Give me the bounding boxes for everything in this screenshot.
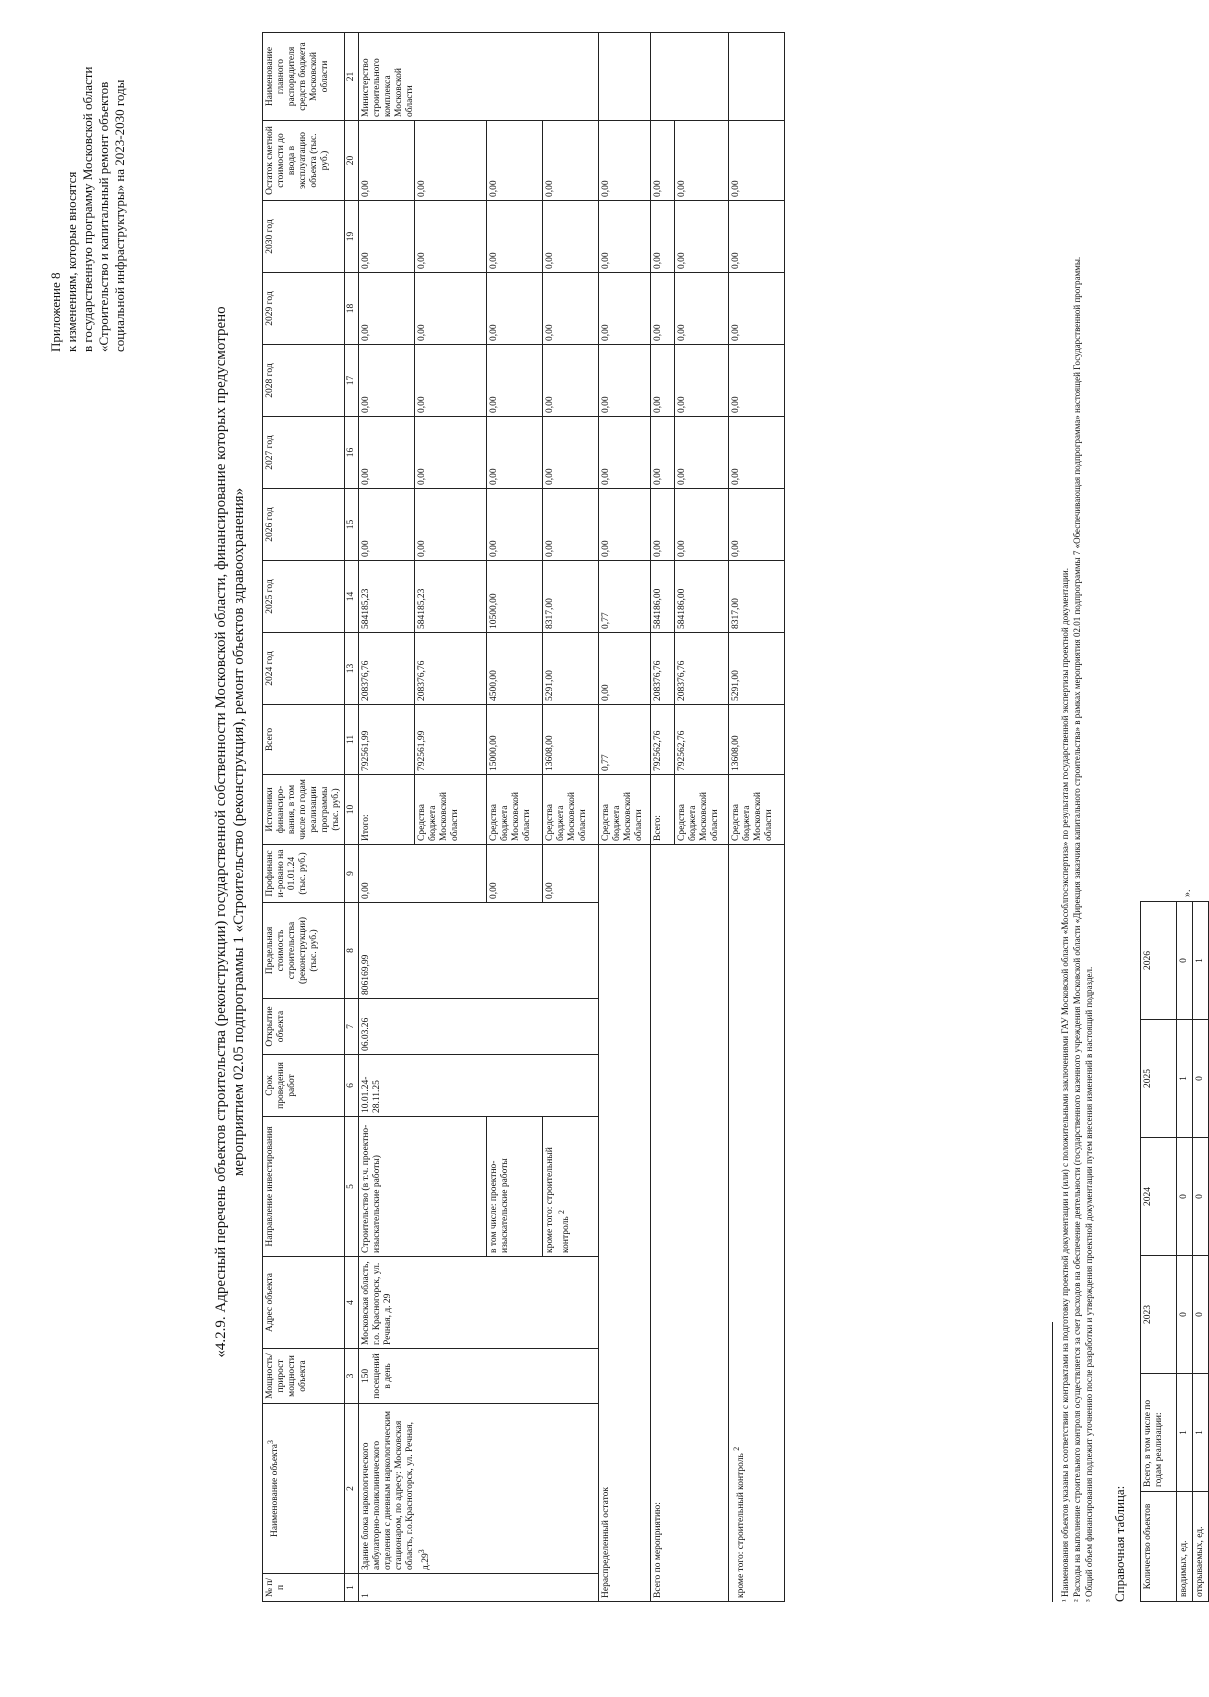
year-2025-cell: 584185,23: [359, 561, 415, 633]
object-limit-cost: 806169,99: [359, 903, 599, 999]
year-2029-cell: 0,00: [487, 273, 543, 345]
year-2030-cell: 0,00: [543, 201, 599, 273]
object-financed: 0,00: [359, 845, 487, 903]
address-list-table: [262, 32, 785, 1602]
reference-row: [1193, 902, 1209, 1602]
header-2028: 2028 год: [263, 345, 345, 417]
header-total: Всего: [263, 705, 345, 775]
year-2024-cell: 208376,76: [359, 633, 415, 705]
colnum: 4: [345, 1257, 359, 1349]
ref-head-cell: 2025: [1141, 1020, 1177, 1138]
total-cell: 792561,99: [415, 705, 487, 775]
header-2024: 2024 год: [263, 633, 345, 705]
direction-construction: Строительство (в т.ч. проектно-изыскательские работы): [359, 1117, 487, 1257]
title-line-1: «4.2.9. Адресный перечень объектов строительства (реконструкции) государственной собственности Московской области, финансирование которых предусмотрено: [213, 306, 229, 1358]
table-row: [651, 33, 675, 1602]
colnum: 16: [345, 417, 359, 489]
ref-cell: 1: [1193, 1374, 1209, 1492]
year-2024-cell: 208376,76: [651, 633, 675, 705]
object-num: 1: [359, 1574, 599, 1602]
year-2028-cell: 0,00: [415, 345, 487, 417]
year-2027-cell: 0,00: [729, 417, 785, 489]
year-2027-cell: 0,00: [651, 417, 675, 489]
remaining-cell: 0,00: [415, 121, 487, 201]
year-2027-cell: 0,00: [543, 417, 599, 489]
appendix-header: [48, 32, 128, 352]
year-2026-cell: 0,00: [729, 489, 785, 561]
header-2027: 2027 год: [263, 417, 345, 489]
year-2027-cell: 0,00: [599, 417, 651, 489]
colnum: 5: [345, 1117, 359, 1257]
total-cell: 792562,76: [651, 705, 675, 775]
header-capacity: Мощность/ прирост мощности объекта: [263, 1349, 345, 1404]
source-cell: Средства бюджета Московской области: [543, 775, 599, 845]
year-2025-cell: 10500,00: [487, 561, 543, 633]
source-cell: Всего:: [651, 775, 675, 845]
appendix-line-4: «Строительство и капитальный ремонт объектов: [96, 81, 111, 352]
colnum: 18: [345, 273, 359, 345]
total-cell: 0,77: [599, 705, 651, 775]
colnum: 20: [345, 121, 359, 201]
footnote-divider: [1052, 1322, 1053, 1602]
colnum: 13: [345, 633, 359, 705]
header-name-sup: 3: [266, 1440, 275, 1444]
year-2024-cell: 208376,76: [675, 633, 729, 705]
remaining-cell: 0,00: [675, 121, 729, 201]
colnum: 15: [345, 489, 359, 561]
header-limit-cost: Предельная стоимость строительства (реконструкции) (тыс. руб.): [263, 903, 345, 999]
unallocated-label: Нераспределенный остаток: [599, 845, 651, 1602]
year-2025-cell: 0,77: [599, 561, 651, 633]
header-row: [263, 33, 345, 1602]
year-2030-cell: 0,00: [675, 201, 729, 273]
year-2027-cell: 0,00: [675, 417, 729, 489]
control-label-sup: 2: [732, 1446, 741, 1451]
header-period: Срок проведения работ: [263, 1055, 345, 1117]
year-2024-cell: 208376,76: [415, 633, 487, 705]
ref-cell: 0: [1193, 1256, 1209, 1374]
header-financed: Профинанси-ровано на 01.01.24 (тыс. руб.): [263, 845, 345, 903]
ref-cell: 0: [1177, 1256, 1193, 1374]
header-address: Адрес объекта: [263, 1257, 345, 1349]
total-cell: 15000,00: [487, 705, 543, 775]
year-2029-cell: 0,00: [359, 273, 415, 345]
year-2027-cell: 0,00: [415, 417, 487, 489]
year-2028-cell: 0,00: [651, 345, 675, 417]
year-2025-cell: 584185,23: [415, 561, 487, 633]
header-2025: 2025 год: [263, 561, 345, 633]
object-name: Здание блока наркологического амбулаторно-поликлинического отделения с дневным наркологическим стационаром, по адресу: Московская область, г.о.Красногорск, ул. Речная, $д.29^3$: [359, 1404, 599, 1574]
object-capacity: 150 посещений в день: [359, 1349, 599, 1404]
empty-cell: [599, 33, 651, 121]
header-2029: 2029 год: [263, 273, 345, 345]
year-2025-cell: 584186,00: [675, 561, 729, 633]
appendix-line-3: в государственную программу Московской области: [80, 66, 95, 352]
appendix-line-2: к изменениям, которые вносятся: [64, 171, 79, 352]
year-2029-cell: 0,00: [651, 273, 675, 345]
remaining-cell: 0,00: [359, 121, 415, 201]
header-remaining: Остаток сметной стоимости до ввода в эксплуатацию объекта (тыс. руб.): [263, 121, 345, 201]
source-cell: Средства бюджета Московской области: [675, 775, 729, 845]
remaining-cell: 0,00: [599, 121, 651, 201]
ref-head-cell: 2024: [1141, 1138, 1177, 1256]
reference-end-quote: ».: [1182, 889, 1193, 897]
reference-table: [1140, 901, 1209, 1602]
colnum: 21: [345, 33, 359, 121]
remaining-cell: 0,00: [729, 121, 785, 201]
year-2028-cell: 0,00: [675, 345, 729, 417]
direction-control: кроме того: строительный контроль $^2$: [543, 1117, 599, 1257]
ref-head-cell: 2026: [1141, 902, 1177, 1020]
header-direction: Направление инвестирования: [263, 1117, 345, 1257]
object-ministry: Министерство строительного комплекса Московской области: [359, 33, 599, 121]
ref-cell: вводимых, ед.: [1177, 1492, 1193, 1602]
year-2028-cell: 0,00: [599, 345, 651, 417]
ref-head-cell: Всего, в том числе по годам реализации:: [1141, 1374, 1177, 1492]
year-2025-cell: 8317,00: [543, 561, 599, 633]
remaining-cell: 0,00: [543, 121, 599, 201]
footnote-3: ³ Общий объем финансирования подлежит уточнению после разработки и утверждения проектной документации путем внесения изменений в настоящий подраздел.: [1084, 966, 1094, 1602]
remaining-cell: 0,00: [651, 121, 675, 201]
empty-cell: [651, 33, 729, 121]
year-2024-cell: 5291,00: [729, 633, 785, 705]
ref-cell: 1: [1177, 1374, 1193, 1492]
header-sources: Источники финансиро-вания, в том числе по годам реализации программы (тыс. руб.): [263, 775, 345, 845]
year-2026-cell: 0,00: [599, 489, 651, 561]
source-cell: Средства бюджета Московской области: [487, 775, 543, 845]
year-2025-cell: 584186,00: [651, 561, 675, 633]
year-2028-cell: 0,00: [729, 345, 785, 417]
header-opening: Открытие объекта: [263, 999, 345, 1055]
reference-label: Справочная таблица:: [1112, 1485, 1127, 1602]
ref-cell: 0: [1193, 1020, 1209, 1138]
header-2026: 2026 год: [263, 489, 345, 561]
object-financed: 0,00: [543, 845, 599, 903]
year-2024-cell: 4500,00: [487, 633, 543, 705]
title-line-2: мероприятием 02.05 подпрограммы 1 «Строительство (реконструкция), ремонт объектов здравоохранения»: [231, 487, 247, 1177]
header-ministry: Наименование главного распорядителя средств бюджета Московской области: [263, 33, 345, 121]
colnum: 17: [345, 345, 359, 417]
year-2029-cell: 0,00: [543, 273, 599, 345]
year-2030-cell: 0,00: [415, 201, 487, 273]
table-row: [729, 33, 785, 1602]
year-2030-cell: 0,00: [599, 201, 651, 273]
direction-control-sup: 2: [557, 1209, 566, 1214]
total-cell: 13608,00: [543, 705, 599, 775]
year-2026-cell: 0,00: [543, 489, 599, 561]
year-2026-cell: 0,00: [415, 489, 487, 561]
section-title: [212, 62, 248, 1602]
colnum: 3: [345, 1349, 359, 1404]
colnum: 7: [345, 999, 359, 1055]
source-cell: Средства бюджета Московской области: [729, 775, 785, 845]
colnum: 9: [345, 845, 359, 903]
ref-head-cell: 2023: [1141, 1256, 1177, 1374]
colnum: 19: [345, 201, 359, 273]
colnum: 2: [345, 1404, 359, 1574]
colnum: 14: [345, 561, 359, 633]
ref-cell: 1: [1177, 1020, 1193, 1138]
reference-header-row: [1141, 902, 1177, 1602]
year-2026-cell: 0,00: [487, 489, 543, 561]
year-2026-cell: 0,00: [675, 489, 729, 561]
header-2030: 2030 год: [263, 201, 345, 273]
source-cell: Средства бюджета Московской области: [599, 775, 651, 845]
total-cell: 792561,99: [359, 705, 415, 775]
ref-cell: 0: [1193, 1138, 1209, 1256]
remaining-cell: 0,00: [487, 121, 543, 201]
total-cell: 792562,76: [675, 705, 729, 775]
colnum: 11: [345, 705, 359, 775]
control-label: кроме того: строительный контроль $^2$: [729, 845, 785, 1602]
ref-cell: открываемых, ед.: [1193, 1492, 1209, 1602]
year-2028-cell: 0,00: [359, 345, 415, 417]
year-2027-cell: 0,00: [359, 417, 415, 489]
year-2027-cell: 0,00: [487, 417, 543, 489]
year-2024-cell: 0,00: [599, 633, 651, 705]
object-opening: 06.03.26: [359, 999, 599, 1055]
ref-cell: 0: [1177, 902, 1193, 1020]
colnum: 10: [345, 775, 359, 845]
year-2030-cell: 0,00: [359, 201, 415, 273]
year-2030-cell: 0,00: [729, 201, 785, 273]
column-number-row: [345, 33, 359, 1602]
total-cell: 13608,00: [729, 705, 785, 775]
year-2030-cell: 0,00: [651, 201, 675, 273]
direction-design: в том числе: проектно-изыскательские работы: [487, 1117, 543, 1257]
object-period: 10.01.24-28.11.25: [359, 1055, 599, 1117]
reference-row: [1177, 902, 1193, 1602]
ref-head-cell: Количество объектов: [1141, 1492, 1177, 1602]
footnote-2: ² Расходы на выполнение строительного контроля осуществляется за счет расходов на обеспечение деятельности (государственного казенного учреждения Московской области «Дирекция заказчика капитального строительства» в рамках мероприятия 02.01 подпрограммы 7 «Обеспечивающая подпрограмма» настоящей Государственной программы.: [1072, 256, 1082, 1602]
object-address: Московская область, г.о. Красногорск, ул. Речная, д. 29: [359, 1257, 599, 1349]
activity-total-label: Всего по мероприятию:: [651, 845, 729, 1602]
footnote-1: ¹ Наименования объектов указаны в соответствии с контрактами на подготовку проектной документации и (или) с положительными заключениями ГАУ Московской области «Мособлгосэкспертиза» по результатам государственной экспертизы проектной документации.: [1060, 568, 1070, 1602]
table-row: [359, 33, 415, 1602]
year-2030-cell: 0,00: [487, 201, 543, 273]
ref-cell: 1: [1193, 902, 1209, 1020]
source-cell: Итого:: [359, 775, 415, 845]
year-2029-cell: 0,00: [675, 273, 729, 345]
table-row: [599, 33, 651, 1602]
year-2025-cell: 8317,00: [729, 561, 785, 633]
year-2026-cell: 0,00: [651, 489, 675, 561]
empty-cell: [729, 33, 785, 121]
year-2026-cell: 0,00: [359, 489, 415, 561]
object-financed: 0,00: [487, 845, 543, 903]
year-2024-cell: 5291,00: [543, 633, 599, 705]
appendix-line-1: Приложение 8: [48, 272, 63, 352]
year-2028-cell: 0,00: [487, 345, 543, 417]
year-2029-cell: 0,00: [415, 273, 487, 345]
header-num: № п/п: [263, 1574, 345, 1602]
object-name-sup: 3: [417, 1549, 426, 1554]
year-2029-cell: 0,00: [599, 273, 651, 345]
ref-cell: 0: [1177, 1138, 1193, 1256]
header-name: Наименование объекта$^3$: [263, 1404, 345, 1574]
colnum: 1: [345, 1574, 359, 1602]
year-2029-cell: 0,00: [729, 273, 785, 345]
colnum: 6: [345, 1055, 359, 1117]
appendix-line-5: социальной инфраструктуры» на 2023-2030 годы: [112, 79, 127, 352]
source-cell: Средства бюджета Московской области: [415, 775, 487, 845]
colnum: 8: [345, 903, 359, 999]
year-2028-cell: 0,00: [543, 345, 599, 417]
